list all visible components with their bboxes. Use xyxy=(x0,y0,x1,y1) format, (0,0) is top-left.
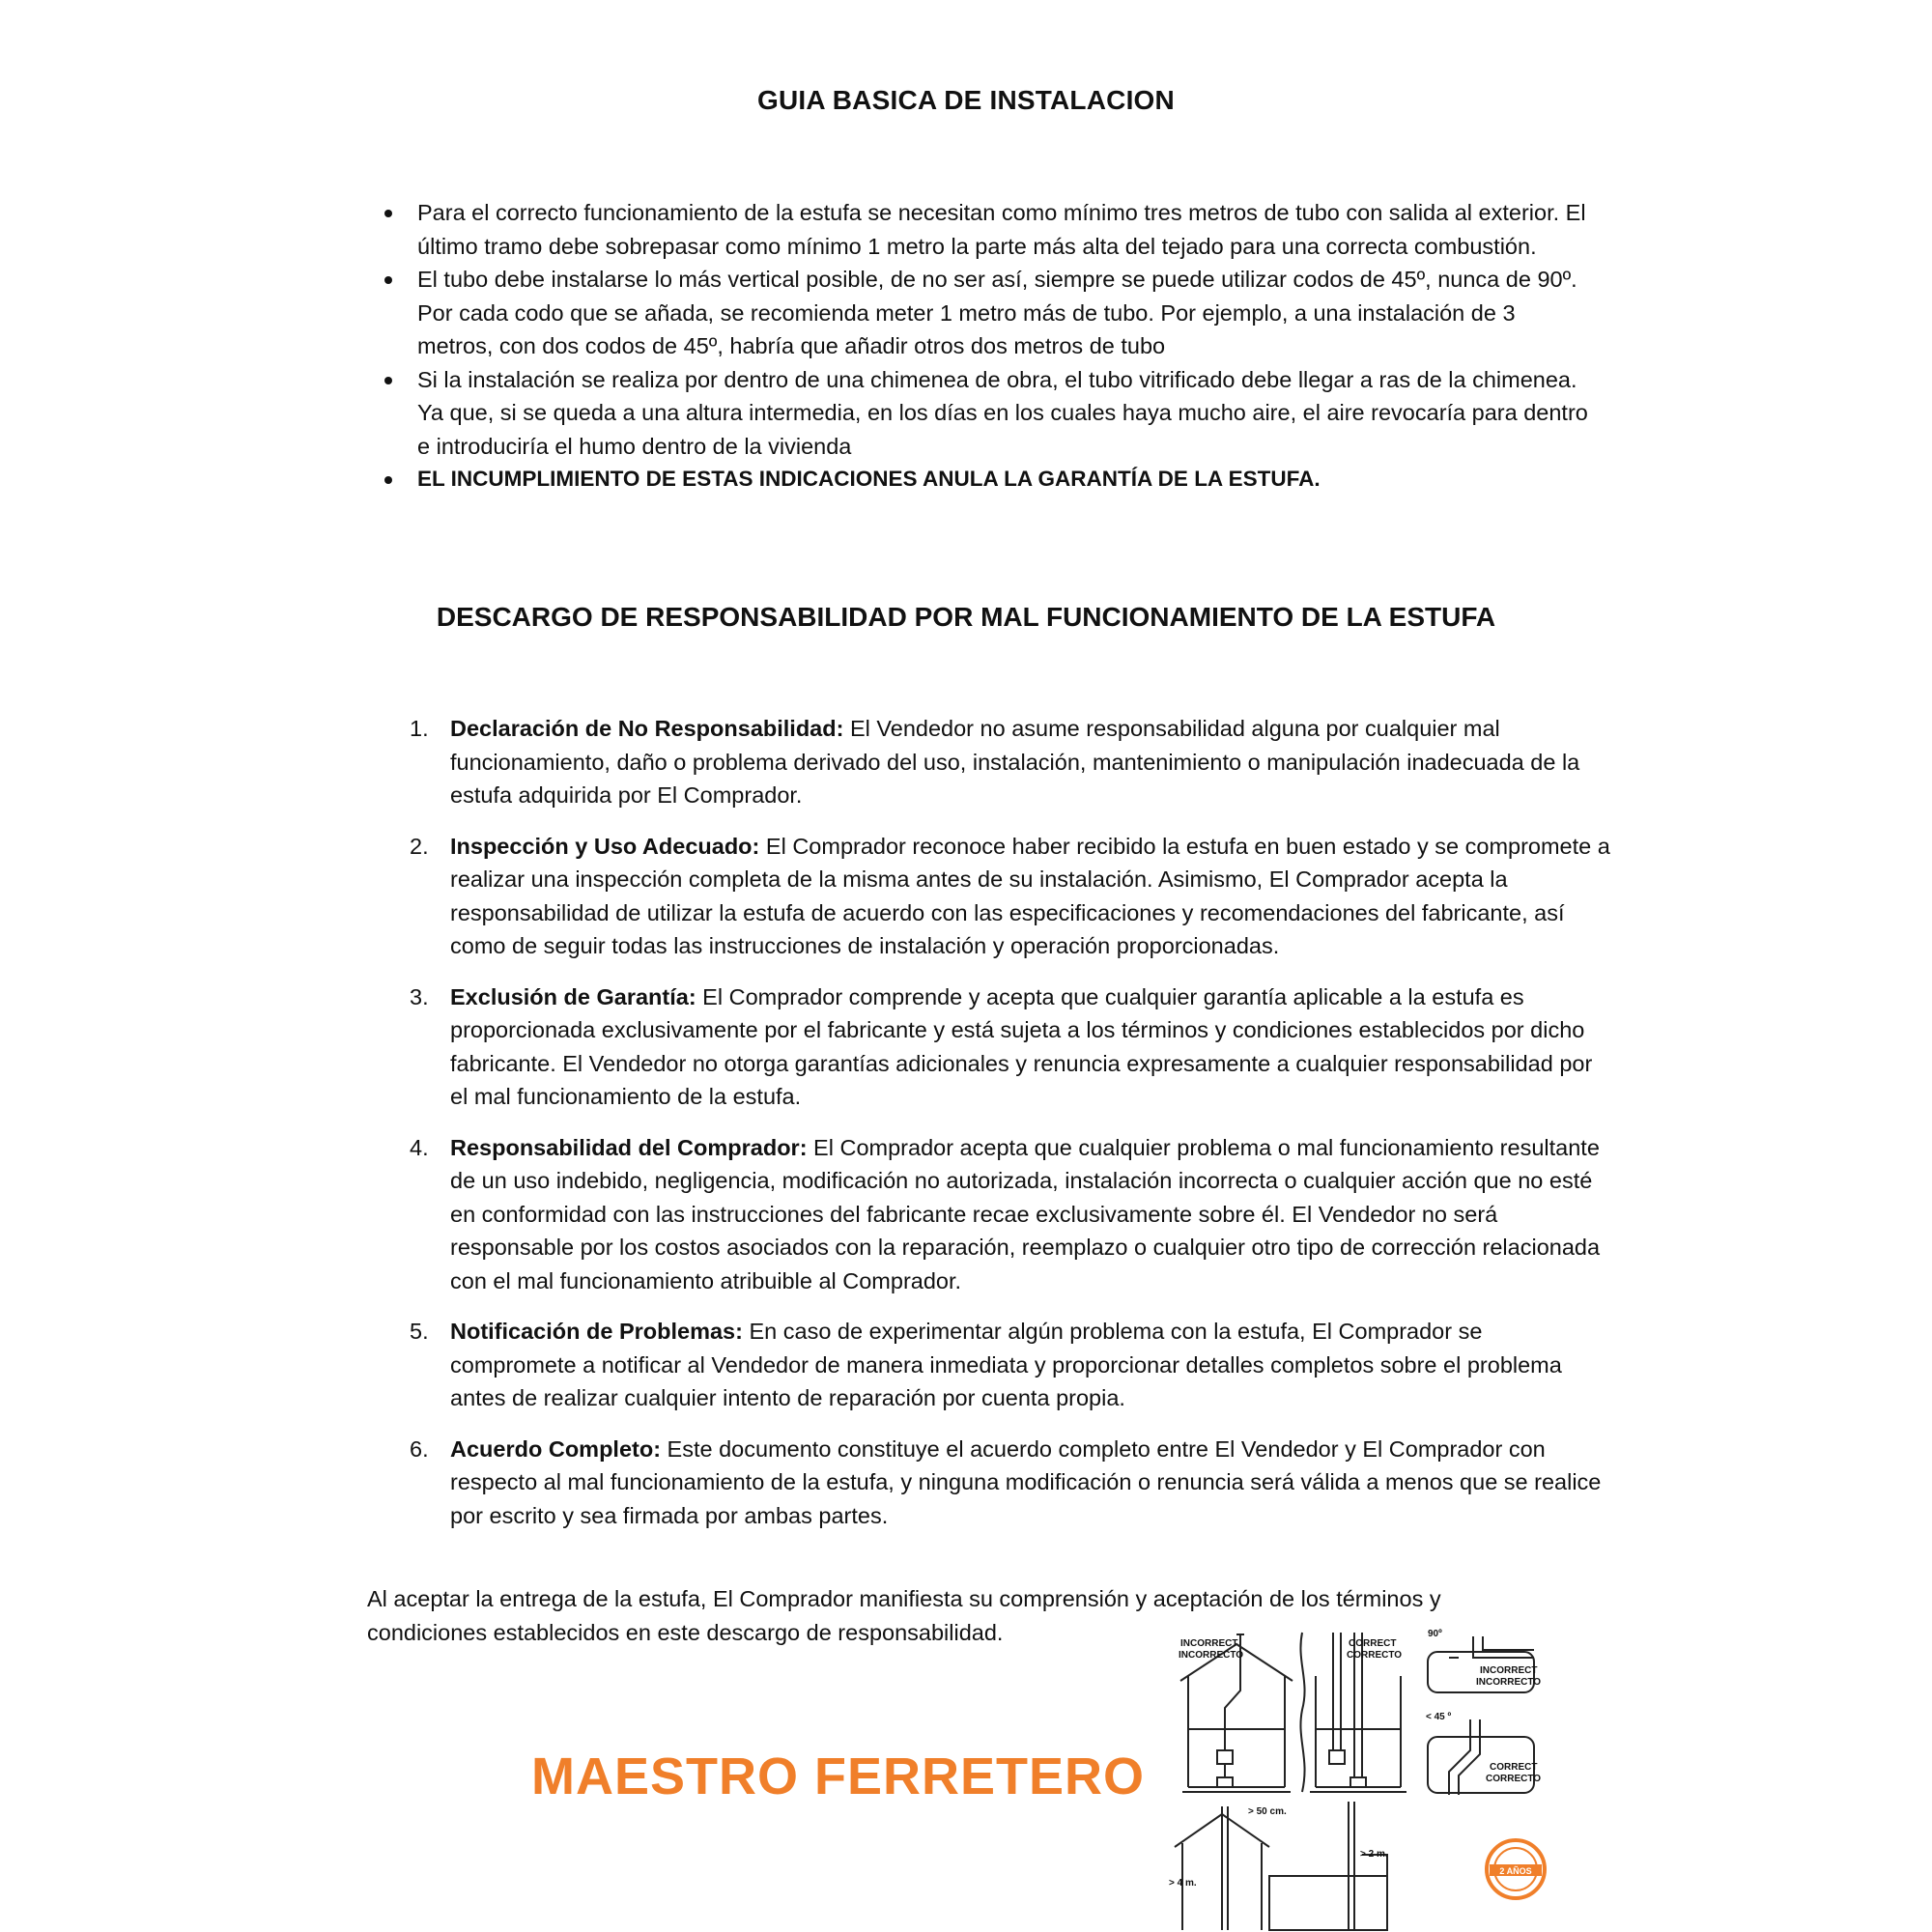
item-text: El Comprador reconoce haber recibido la estufa en buen estado y se compromete a realizar una inspección completa de la misma antes de su instalación. Asimismo, El Comprador acepta la responsabilidad de utilizar la estufa de acuerdo con las especificaciones y recomendaciones del fabricante, así como de seguir todas las instrucciones de instalación y operación proporcionadas. xyxy=(450,833,1610,958)
disclaimer-list xyxy=(406,712,1613,1549)
bullet-item: Si la instalación se realiza por dentro de una chimenea de obra, el tubo vitrificado debe llegar a ras de la chimenea. Ya que, si se queda a una altura intermedia, en los días en los cuales haya mucho aire, el aire revocaría para dentro e introduciría el humo dentro de la vivienda xyxy=(388,363,1596,464)
item-label: Exclusión de Garantía: xyxy=(450,983,696,1009)
warranty-warning-bullet: EL INCUMPLIMIENTO DE ESTAS INDICACIONES ANULA LA GARANTÍA DE LA ESTUFA. xyxy=(388,463,1596,497)
disclaimer-item xyxy=(406,1433,1613,1533)
item-label: Notificación de Problemas: xyxy=(450,1319,743,1344)
item-number: 4. xyxy=(410,1134,429,1160)
item-text: Este documento constituye el acuerdo completo entre El Vendedor y El Comprador con respecto al mal funcionamiento de la estufa, y ninguna modificación o renuncia será válida a menos que se realice por escrito y sea firmada por ambas partes. xyxy=(450,1435,1602,1528)
item-label: Declaración de No Responsabilidad: xyxy=(450,716,844,741)
item-number: 3. xyxy=(410,983,429,1009)
label-incorrect-en: INCORRECT xyxy=(1180,1638,1238,1649)
label-correct-en: CORRECT xyxy=(1349,1638,1397,1649)
item-label: Inspección y Uso Adecuado: xyxy=(450,833,760,859)
label-correct-es-2: CORRECTO xyxy=(1486,1774,1542,1784)
label-correct-es: CORRECTO xyxy=(1347,1650,1403,1661)
disclaimer-title: DESCARGO DE RESPONSABILIDAD POR MAL FUNCIONAMIENTO DE LA ESTUFA xyxy=(436,602,1496,632)
disclaimer-item xyxy=(406,830,1613,963)
installation-guide-title: GUIA BASICA DE INSTALACION xyxy=(757,85,1175,115)
label-dim-2m: > 2 m. xyxy=(1360,1849,1388,1860)
disclaimer-item xyxy=(406,980,1613,1114)
warranty-badge xyxy=(1484,1837,1548,1901)
label-angle-90: 90º xyxy=(1428,1629,1442,1639)
item-number: 2. xyxy=(410,833,429,859)
label-incorrect-es: INCORRECTO xyxy=(1179,1650,1244,1661)
item-text: El Comprador comprende y acepta que cualquier garantía aplicable a la estufa es proporcionada exclusivamente por el fabricante y está sujeta a los términos y condiciones establecidos por dicho fabricante. El Vendedor no otorga garantías adicionales y renuncia expresamente a cualquier responsabilidad por el mal funcionamiento de la estufa. xyxy=(450,983,1593,1109)
closing-paragraph: Al aceptar la entrega de la estufa, El Comprador manifiesta su comprensión y aceptación de los términos y condiciones establecidos en este descargo de responsabilidad. xyxy=(367,1586,1441,1645)
item-number: 5. xyxy=(410,1319,429,1344)
house-roof-clearance-illustration xyxy=(1175,1802,1387,1930)
label-angle-45: < 45 º xyxy=(1426,1712,1452,1722)
brand-name: MAESTRO FERRETERO xyxy=(531,1747,1146,1805)
item-label: Responsabilidad del Comprador: xyxy=(450,1134,808,1160)
item-number: 1. xyxy=(410,716,429,741)
badge-text: 2 AÑOS xyxy=(1499,1866,1532,1876)
disclaimer-item xyxy=(406,712,1613,812)
bullet-item: El tubo debe instalarse lo más vertical posible, de no ser así, siempre se puede utilizar codos de 45º, nunca de 90º. Por cada codo que se añada, se recomienda meter 1 metro más de tubo. Por ejemplo, a una instalación de 3 metros, con dos codos de 45º, habría que añadir otros dos metros de tubo xyxy=(388,263,1596,363)
item-text: El Comprador acepta que cualquier problema o mal funcionamiento resultante de un uso indebido, negligencia, modificación no autorizada, instalación incorrecta o cualquier acción que no esté en conformidad con las instrucciones del fabricante recae exclusivamente sobre él. El Vendedor no será responsable por los costos asociados con la reparación, reemplazo o cualquier otro tipo de corrección relacionada con el mal funcionamiento atribuible al Comprador. xyxy=(450,1134,1601,1293)
item-number: 6. xyxy=(410,1435,429,1462)
disclaimer-item xyxy=(406,1131,1613,1298)
label-correct-en-2: CORRECT xyxy=(1490,1762,1538,1773)
label-dim-4m: > 4 m. xyxy=(1169,1878,1197,1889)
label-incorrect-es-2: INCORRECTO xyxy=(1476,1677,1542,1688)
item-label: Acuerdo Completo: xyxy=(450,1435,662,1462)
item-text: El Vendedor no asume responsabilidad alguna por cualquier mal funcionamiento, daño o problema derivado del uso, instalación, mantenimiento o manipulación inadecuada de la estufa adquirida por El Comprador. xyxy=(450,716,1580,808)
label-incorrect-en-2: INCORRECT xyxy=(1480,1665,1538,1676)
bullet-item: Para el correcto funcionamiento de la estufa se necesitan como mínimo tres metros de tubo con salida al exterior. El último tramo debe sobrepasar como mínimo 1 metro la parte más alta del tejado para una correcta combustión. xyxy=(388,196,1596,263)
disclaimer-item xyxy=(406,1315,1613,1415)
installation-bullets xyxy=(388,196,1596,497)
label-dim-50cm: > 50 cm. xyxy=(1248,1806,1287,1817)
item-text: En caso de experimentar algún problema con la estufa, El Comprador se compromete a notificar al Vendedor de manera inmediata y proporcionar detalles completos sobre el problema antes de realizar cualquier intento de reparación por cuenta propia. xyxy=(450,1319,1562,1410)
